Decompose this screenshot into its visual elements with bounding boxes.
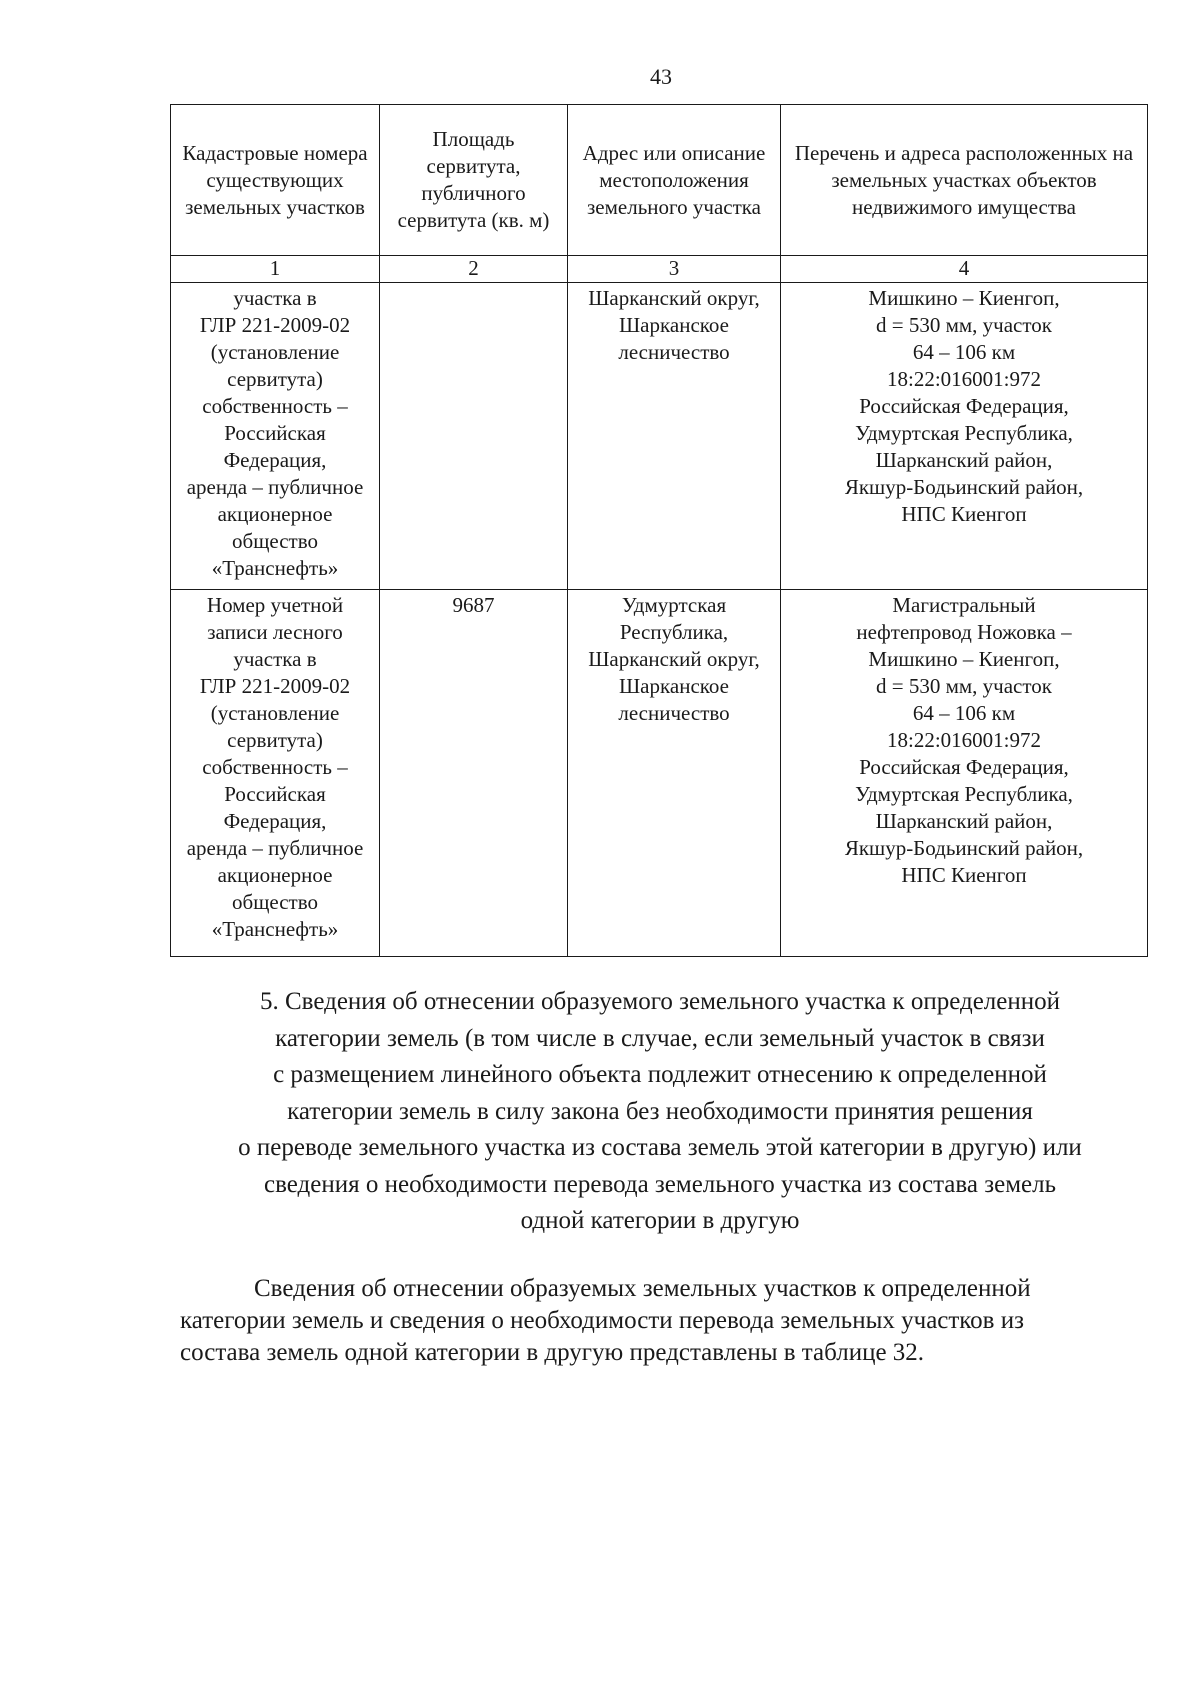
section-heading [180,984,1140,1240]
column-number: 1 [171,256,380,283]
header-servitude-area: Площадь сервитута, публичного сервитута (кв. м) [380,105,568,256]
heading-line: 5. Сведения об отнесении образуемого земельного участка к определенной [260,988,1060,1015]
cell-servitude-area: 9687 [380,590,568,957]
table-column-numbers-row [171,256,1148,283]
cell-real-estate-objects: Мишкино – Киенгоп, d = 530 мм, участок 64 – 106 км 18:22:016001:972 Российская Федерация, Удмуртская Республика, Шарканский район, Якшур-Бодьинский район, НПС Киенгоп [781,283,1148,590]
cell-cadastral-number: участка в ГЛР 221-2009-02 (установление сервитута) собственность – Российская Федерация, аренда – публичное акционерное общество «Транснефть» [171,283,380,590]
servitude-table [170,104,1148,957]
table-row [171,283,1148,590]
cell-servitude-area [380,283,568,590]
paragraph-line: состава земель одной категории в другую представлены в таблице 32. [180,1339,925,1366]
heading-line: о переводе земельного участка из состава земель этой категории в другую) или [238,1134,1082,1161]
column-number: 4 [781,256,1148,283]
header-address: Адрес или описание местоположения земельного участка [568,105,781,256]
heading-line: категории земель (в том числе в случае, если земельный участок в связи [275,1024,1045,1052]
cell-address: Шарканский округ, Шарканское лесничество [568,283,781,590]
header-real-estate-objects: Перечень и адреса расположенных на земельных участках объектов недвижимого имущества [781,105,1148,256]
cell-real-estate-objects: Магистральный нефтепровод Ножовка – Мишкино – Киенгоп, d = 530 мм, участок 64 – 106 км 18:22:016001:972 Российская Федерация, Удмуртская Республика, Шарканский район, Якшур-Бодьинский район, НПС Киенгоп [781,590,1148,957]
heading-line: одной категории в другую [520,1207,800,1234]
page-number: 43 [650,64,672,89]
body-paragraph [180,1273,1140,1369]
table-header-row [171,105,1148,256]
header-cadastral-numbers: Кадастровые номера существующих земельных участков [171,105,380,256]
column-number: 3 [568,256,781,283]
table-row [171,590,1148,957]
cell-address: Удмуртская Республика, Шарканский округ, Шарканское лесничество [568,590,781,957]
heading-line: категории земель в силу закона без необходимости принятия решения [287,1097,1033,1125]
paragraph-line: категории земель и сведения о необходимости перевода земельных участков из [180,1307,1024,1334]
heading-line: сведения о необходимости перевода земельного участка из состава земель [264,1170,1056,1198]
heading-line: с размещением линейного объекта подлежит отнесению к определенной [273,1061,1047,1088]
cell-cadastral-number: Номер учетной записи лесного участка в ГЛР 221-2009-02 (установление сервитута) собственность – Российская Федерация, аренда – публичное акционерное общество «Транснефть» [171,590,380,957]
column-number: 2 [380,256,568,283]
paragraph-line: Сведения об отнесении образуемых земельных участков к определенной [254,1275,1031,1302]
